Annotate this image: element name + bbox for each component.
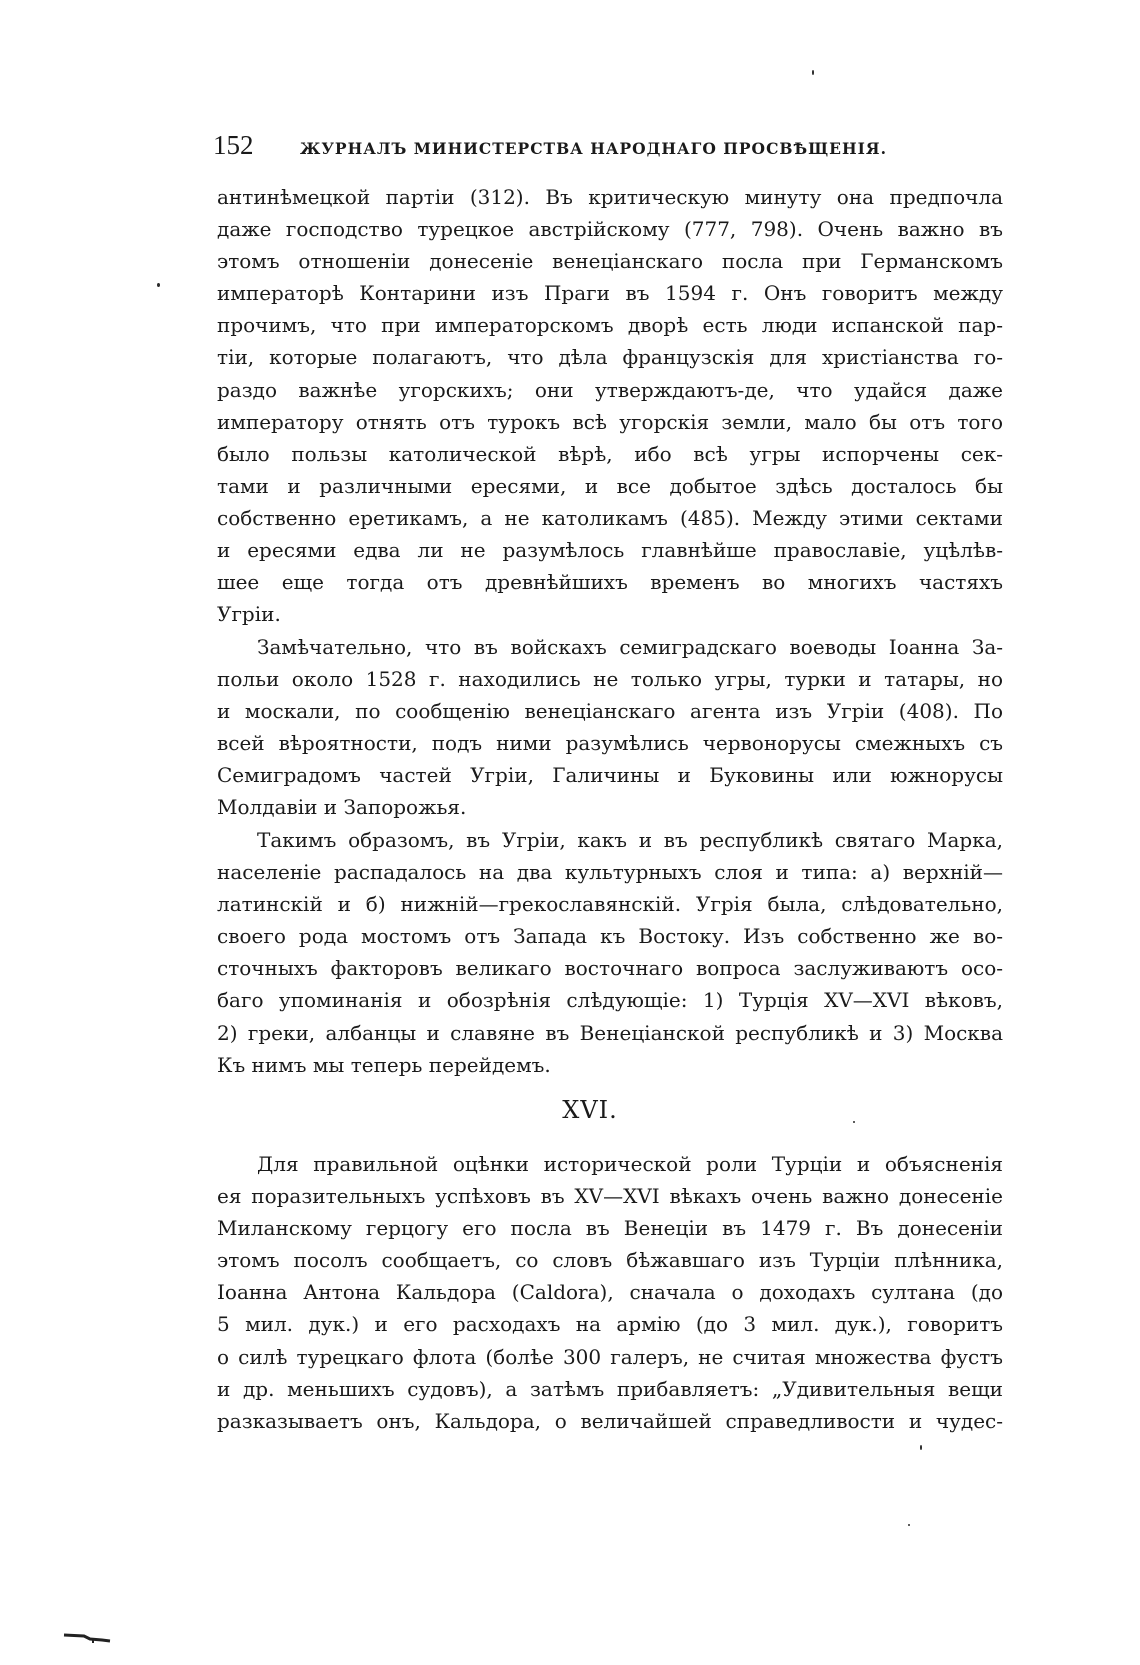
text-line: всей вѣроятности, подъ ними разумѣлись червонорусы смежныхъ съ xyxy=(217,731,1003,756)
text-line: этомъ посолъ сообщаетъ, со словъ бѣжавшаго изъ Турціи плѣнника, xyxy=(217,1248,1003,1273)
text-line: было пользы католической вѣрѣ, ибо всѣ угры испорчены сек- xyxy=(217,441,1003,466)
text-line: и ересями едва ли не разумѣлось главнѣйше православіе, уцѣлѣв- xyxy=(217,538,1003,563)
text-line: Миланскому герцогу его посла въ Венеціи въ 1479 г. Въ донесеніи xyxy=(217,1216,1003,1241)
text-line: и др. меньшихъ судовъ), а затѣмъ прибавляетъ: „Удивительныя вещи xyxy=(217,1376,1003,1401)
scan-speck xyxy=(908,1524,910,1526)
scan-speck xyxy=(157,283,160,287)
text-line: императору отнять отъ турокъ всѣ угорскія земли, мало бы отъ того xyxy=(217,409,1003,434)
text-line: населеніе распадалось на два культурныхъ слоя и типа: а) верхній— xyxy=(217,860,1003,885)
text-line: разказываетъ онъ, Кальдора, о величайшей справедливости и чудес- xyxy=(217,1408,1003,1433)
text-line: о силѣ турецкаго флота (болѣе 300 галеръ, не считая множества фустъ xyxy=(217,1344,1003,1369)
scan-speck xyxy=(812,70,814,75)
page-header xyxy=(213,128,1003,168)
text-line: Такимъ образомъ, въ Угріи, какъ и въ республикѣ святаго Марка, xyxy=(257,828,1003,852)
paragraph-4 xyxy=(217,1148,1003,1437)
section-heading: XVI. xyxy=(562,1096,618,1124)
paragraph-3 xyxy=(217,824,1003,1081)
text-line: Угріи. xyxy=(217,602,281,627)
text-line: Іоанна Антона Кальдора (Caldora), сначала о доходахъ султана (до xyxy=(217,1280,1003,1305)
text-line: сточныхъ факторовъ великаго восточнаго вопроса заслуживаютъ осо- xyxy=(217,956,1003,981)
text-line: антинѣмецкой партіи (312). Въ критическую минуту она предпочла xyxy=(217,185,1003,209)
text-line: польи около 1528 г. находились не только угры, турки и татары, но xyxy=(217,667,1003,692)
text-line: тіи, которые полагаютъ, что дѣла французскія для христіанства го- xyxy=(217,345,1003,370)
text-line: Для правильной оцѣнки исторической роли Турціи и объясненія xyxy=(257,1152,1003,1176)
text-line: Семиградомъ частей Угріи, Галичины и Буковины или южнорусы xyxy=(217,763,1003,788)
text-line: прочимъ, что при императорскомъ дворѣ есть люди испанской пар- xyxy=(217,313,1003,338)
text-line: своего рода мостомъ отъ Запада къ Востоку. Изъ собственно же во- xyxy=(217,924,1003,949)
text-line: Замѣчательно, что въ войскахъ семиградскаго воеводы Іоанна За- xyxy=(257,635,1003,659)
text-line: даже господство турецкое австрійскому (777, 798). Очень важно въ xyxy=(217,217,1003,242)
text-line: собственно еретикамъ, а не католикамъ (485). Между этими сектами xyxy=(217,505,1003,530)
page-number: 152 xyxy=(213,130,254,160)
text-line: раздо важнѣе угорскихъ; они утверждаютъ-де, что удайся даже xyxy=(217,377,1003,402)
paragraph-2 xyxy=(217,631,1003,824)
text-line: 5 мил. дук.) и его расходахъ на армію (до 3 мил. дук.), говоритъ xyxy=(217,1312,1003,1337)
text-line: Къ нимъ мы теперь перейдемъ. xyxy=(217,1052,551,1077)
text-line: баго упоминанія и обозрѣнія слѣдующіе: 1) Турція XV—XVI вѣковъ, xyxy=(217,988,1003,1013)
text-line: императорѣ Контарини изъ Праги въ 1594 г. Онъ говоритъ между xyxy=(217,281,1003,306)
text-line: этомъ отношеніи донесеніе венеціанскаго посла при Германскомъ xyxy=(217,249,1003,274)
scan-speck xyxy=(853,1121,855,1123)
scan-speck xyxy=(920,1445,922,1450)
text-line: 2) греки, албанцы и славяне въ Венеціанской республикѣ и 3) Москва xyxy=(217,1020,1003,1045)
text-line: тами и различными ересями, и все добытое здѣсь досталось бы xyxy=(217,473,1003,498)
paragraph-1 xyxy=(217,181,1003,630)
text-line: Молдавіи и Запорожья. xyxy=(217,795,467,820)
running-head: ЖУРНАЛЪ МИНИСТЕРСТВА НАРОДНАГО ПРОСВѢЩЕНІЯ. xyxy=(300,139,887,158)
text-line: ея поразительныхъ успѣховъ въ XV—XVI вѣкахъ очень важно донесеніе xyxy=(217,1184,1003,1209)
scan-artifact-mark xyxy=(62,1630,112,1644)
text-line: шее еще тогда отъ древнѣйшихъ временъ во многихъ частяхъ xyxy=(217,570,1003,595)
text-line: латинскій и б) нижній—грекославянскій. Угрія была, слѣдовательно, xyxy=(217,892,1003,917)
text-line: и москали, по сообщенію венеціанскаго агента изъ Угріи (408). По xyxy=(217,699,1003,724)
